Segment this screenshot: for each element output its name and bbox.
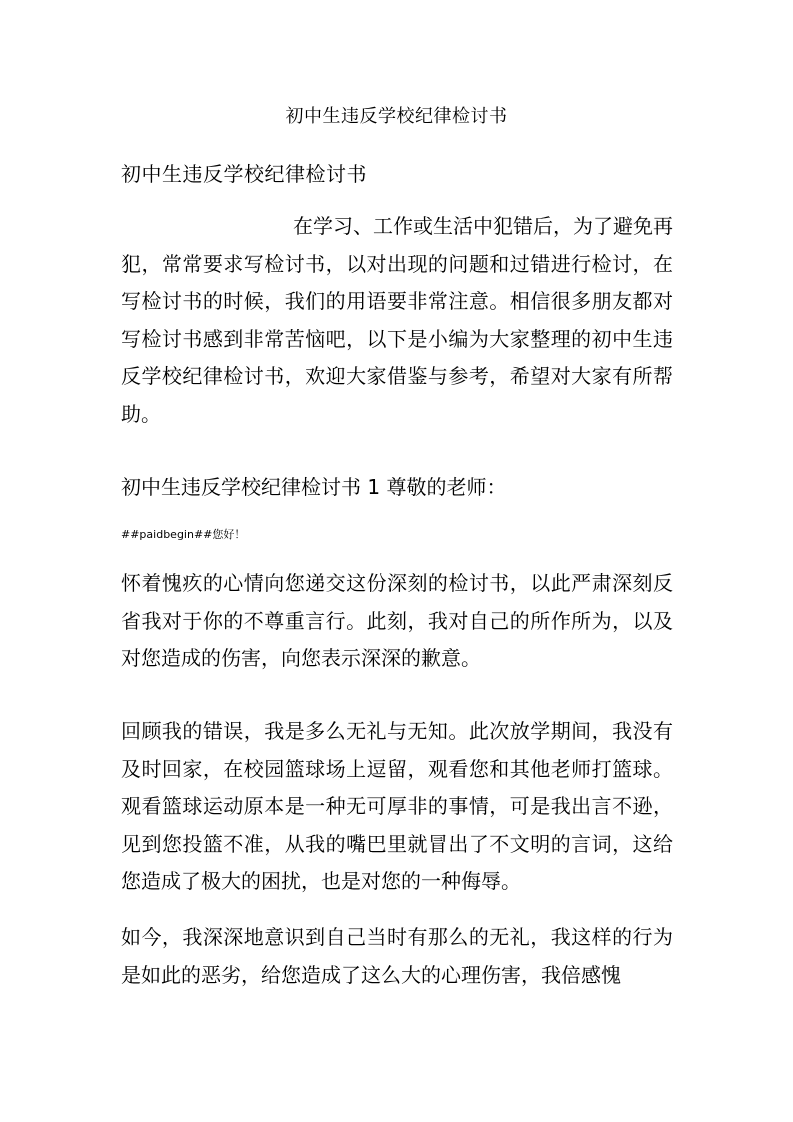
intro-paragraph: 在学习、工作或生活中犯错后，为了避免再犯，常常要求写检讨书，以对出现的问题和过错进行检讨，在写检讨书的时候，我们的用语要非常注意。相信很多朋友都对写检讨书感到非常苦恼吧，以下是小编为大家整理的初中生违反学校纪律检讨书，欢迎大家借鉴与参考，希望对大家有所帮助。 — [121, 214, 673, 426]
body-paragraph-2: 回顾我的错误，我是多么无礼与无知。此次放学期间，我没有及时回家，在校园篮球场上逗留，观看您和其他老师打篮球。观看篮球运动原本是一种无可厚非的事情，可是我出言不逊，见到您投篮不准，从我的嘴巴里就冒出了不文明的言词，这给您造成了极大的困扰，也是对您的一种侮辱。 — [121, 719, 673, 893]
greeting-line: ##paidbegin##您好！ — [121, 528, 246, 541]
document-title: 初中生违反学校纪律检讨书 — [285, 106, 508, 127]
document-heading: 初中生违反学校纪律检讨书 — [121, 162, 367, 186]
section1-heading: 初中生违反学校纪律检讨书 1 尊敬的老师： — [121, 475, 507, 499]
body-paragraph-1: 怀着愧疚的心情向您递交这份深刻的检讨书，以此严肃深刻反省我对于你的不尊重言行。此刻，我对自己的所作所为，以及对您造成的伤害，向您表示深深的歉意。 — [121, 571, 673, 670]
body-paragraph-3: 如今，我深深地意识到自己当时有那么的无礼，我这样的行为是如此的恶劣，给您造成了这么大的心理伤害，我倍感愧 — [121, 925, 673, 987]
